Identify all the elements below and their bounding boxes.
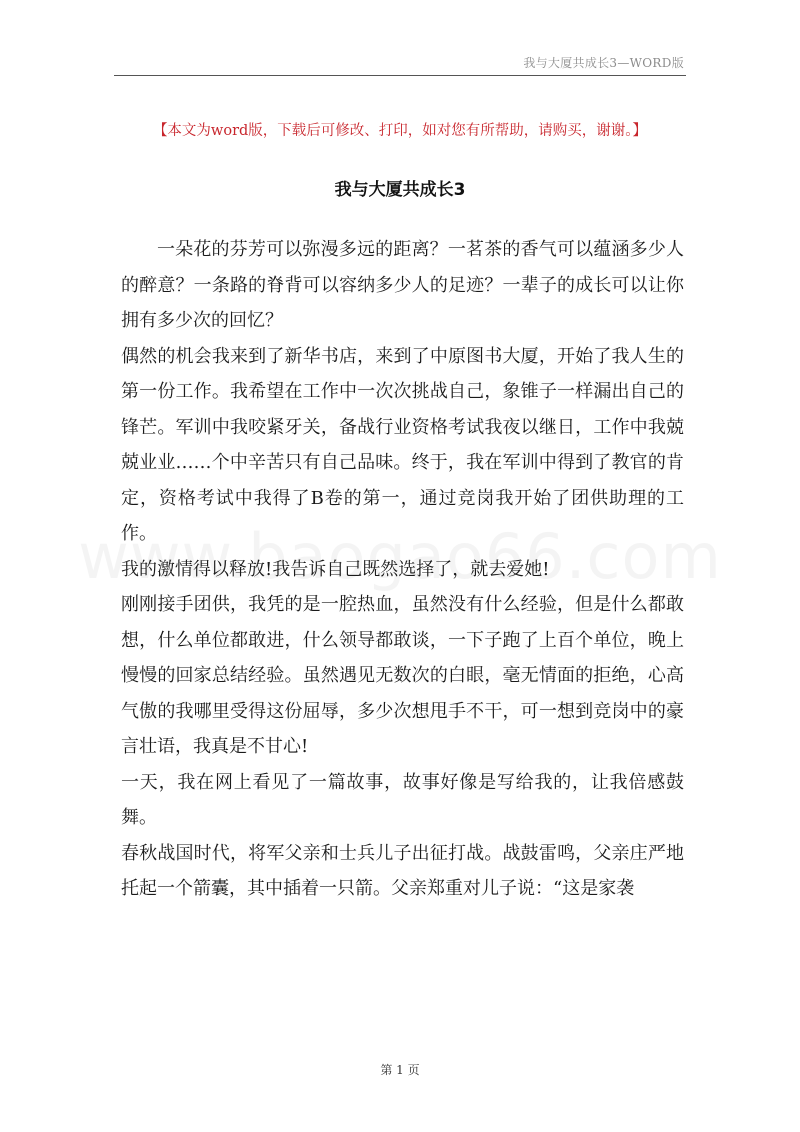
document-title: 我与大厦共成长3	[334, 180, 466, 200]
paragraph: 一朵花的芬芳可以弥漫多远的距离？一茗茶的香气可以蕴涵多少人的醉意？一条路的脊背可以容纳多少人的足迹？一辈子的成长可以让你拥有多少次的回忆？	[121, 239, 684, 331]
page-number: 第 1 页	[380, 1063, 420, 1077]
header-rule	[114, 75, 686, 76]
running-header: 我与大厦共成长3—WORD版	[523, 56, 684, 70]
paragraph: 春秋战国时代，将军父亲和士兵儿子出征打战。战鼓雷鸣，父亲庄严地托起一个箭囊，其中插着一只箭。父亲郑重对儿子说：“这是家袭	[121, 842, 684, 899]
paragraph: 偶然的机会我来到了新华书店，来到了中原图书大厦，开始了我人生的第一份工作。我希望在工作中一次次挑战自己，象锥子一样漏出自己的锋芒。军训中我咬紧牙关，备战行业资格考试我夜以继日，工作中我兢兢业业……个中辛苦只有自己品味。终于，我在军训中得到了教官的肯定，资格考试中我得了B卷的第一，通过竞岗我开始了团供助理的工作。	[121, 345, 684, 544]
download-notice: 【本文为word版，下载后可修改、打印，如对您有所帮助，请购买，谢谢。】	[152, 123, 648, 139]
paragraph: 我的激情得以释放!我告诉自己既然选择了，就去爱她!	[121, 558, 550, 580]
paragraph: 一天，我在网上看见了一篇故事，故事好像是写给我的，让我倍感鼓舞。	[121, 771, 684, 828]
document-body	[121, 232, 684, 907]
paragraph: 刚刚接手团供，我凭的是一腔热血，虽然没有什么经验，但是什么都敢想，什么单位都敢进，什么领导都敢谈，一下子跑了上百个单位，晚上慢慢的回家总结经验。虽然遇见无数次的白眼，毫无情面的拒绝，心高气傲的我哪里受得这份屈辱，多少次想甩手不干，可一想到竞岗中的豪言壮语，我真是不甘心!	[121, 594, 684, 757]
